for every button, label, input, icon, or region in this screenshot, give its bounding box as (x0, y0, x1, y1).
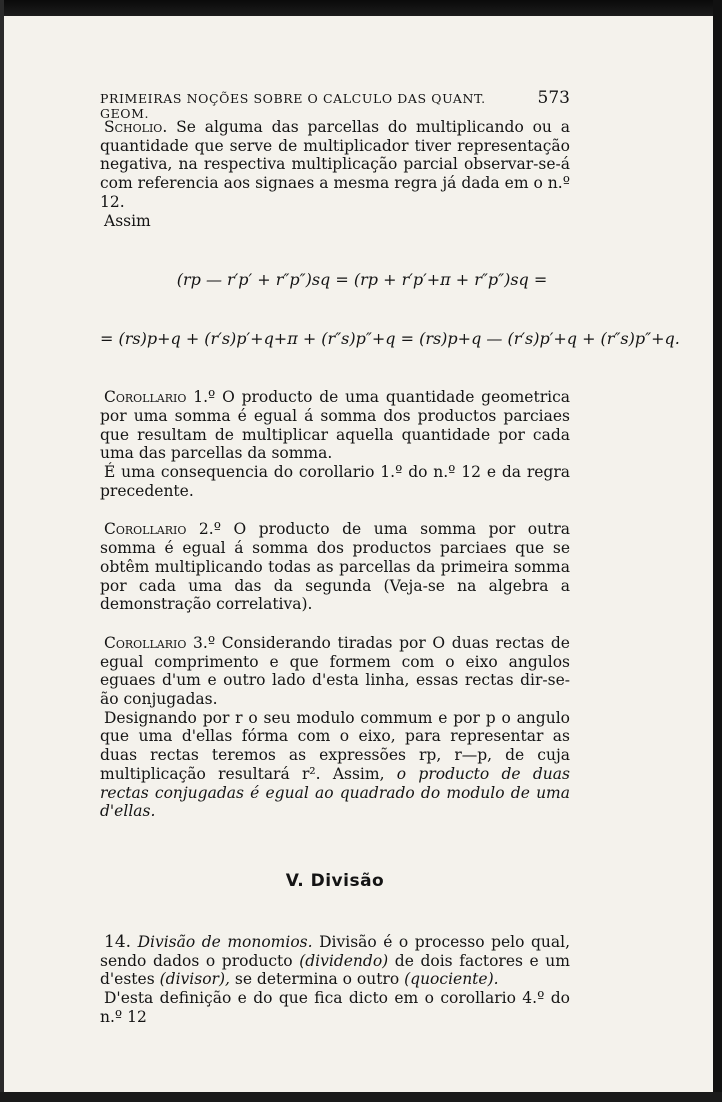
corollary-2-label: Corollario (104, 520, 187, 539)
formula-line-2: = (rs)p+q + (r′s)p′+q+π + (r″s)p″+q = (rs)p+q — (r′s)p′+q + (r″s)p″+q. (100, 329, 680, 349)
corollary-2 (100, 520, 570, 614)
corollary-3-text-2: Designando por r o seu modulo commum e por p o angulo que uma d'ellas fórma com o eixo, para representar as duas rectas teremos as expressões rp, r—p, de cuja multiplicação resultará r². (100, 708, 570, 783)
corollary-3-text: Considerando tiradas por O duas rectas de egual comprimento e que formem com o eixo angulos eguaes d'um e outro lado d'esta linha, essas rectas dir-se-ão conjugadas. (100, 633, 570, 709)
scan-border-right (713, 0, 722, 1102)
scholio (100, 118, 570, 230)
corollary-2-number: 2.º (198, 520, 221, 539)
article-14-quociente: (quociente). (404, 970, 499, 989)
corollary-2-text: O producto de uma somma por outra somma é egual á somma dos productos parciaes que se obtêm multiplicando todas as parcellas da primeira somma por cada uma das da segunda (Veja-se na algebra a demonstração correlativa). (100, 520, 570, 614)
article-14-number: 14. (104, 931, 132, 952)
corollary-3-paragraph-2 (100, 709, 570, 821)
corollary-3-paragraph (100, 634, 570, 709)
scholio-text: Se alguma das parcellas do multiplicando ou a quantidade que serve de multiplicador tiver representação negativa, na respectiva multiplicação parcial observar-se-á com referencia aos signaes a mesma regra já dada em o n.º 12. (100, 118, 570, 211)
page-number: 573 (537, 88, 570, 108)
corollary-3-conclusion: o producto de duas rectas conjugadas é egual ao quadrado do modulo de uma d'ellas. (100, 764, 570, 821)
article-14-text-a: Divisão é o processo pelo qual, sendo dados o producto (100, 932, 570, 970)
scholio-assim: Assim (104, 211, 151, 230)
scan-border-top (0, 0, 722, 16)
corollary-1 (100, 388, 570, 500)
article-14-paragraph (100, 933, 570, 989)
corollary-2-paragraph (100, 520, 570, 614)
running-title: PRIMEIRAS NOÇÕES SOBRE O CALCULO DAS QUANT. GEOM. (100, 91, 486, 121)
article-14-title: Divisão de monomios. (137, 932, 313, 951)
corollary-1-label: Corollario (104, 388, 187, 407)
section-heading: V. Divisão (285, 870, 385, 891)
corollary-1-text: O producto de uma quantidade geometrica por uma somma é egual á somma dos productos parciaes que resultam de multiplicar aquella quantidade por cada uma das parcellas da somma. (100, 388, 571, 463)
article-14-text-c: se determina o outro (234, 970, 400, 989)
corollary-1-number: 1.º (193, 388, 216, 407)
running-head (100, 88, 570, 121)
corollary-1-text-2: É uma consequencia do corollario 1.º do n.º 12 e da regra precedente. (100, 463, 570, 500)
article-14 (100, 933, 570, 1027)
corollary-3-assim: Assim, (332, 764, 385, 783)
corollary-3-number: 3.º (193, 633, 216, 652)
book-page (100, 88, 680, 1027)
corollary-1-paragraph (100, 388, 570, 463)
scholio-label: Scholio. (104, 118, 168, 136)
scholio-paragraph (100, 118, 570, 212)
article-14-text-d: D'esta definição e do que fica dicto em o corollario 4.º do n.º 12 (100, 989, 570, 1026)
article-14-dividendo: (dividendo) (299, 951, 389, 970)
scan-border-left (0, 0, 4, 1102)
article-14-text-b: de dois factores e um d'estes (100, 951, 570, 989)
formula-line-1: (rp — r′p′ + r″p″)sq = (rp + r′p′+π + r″p″)sq = (176, 270, 548, 290)
article-14-divisor: (divisor), (159, 970, 230, 989)
corollary-3-label: Corollario (104, 633, 187, 652)
scan-border-bottom (0, 1092, 722, 1102)
corollary-3 (100, 634, 570, 821)
